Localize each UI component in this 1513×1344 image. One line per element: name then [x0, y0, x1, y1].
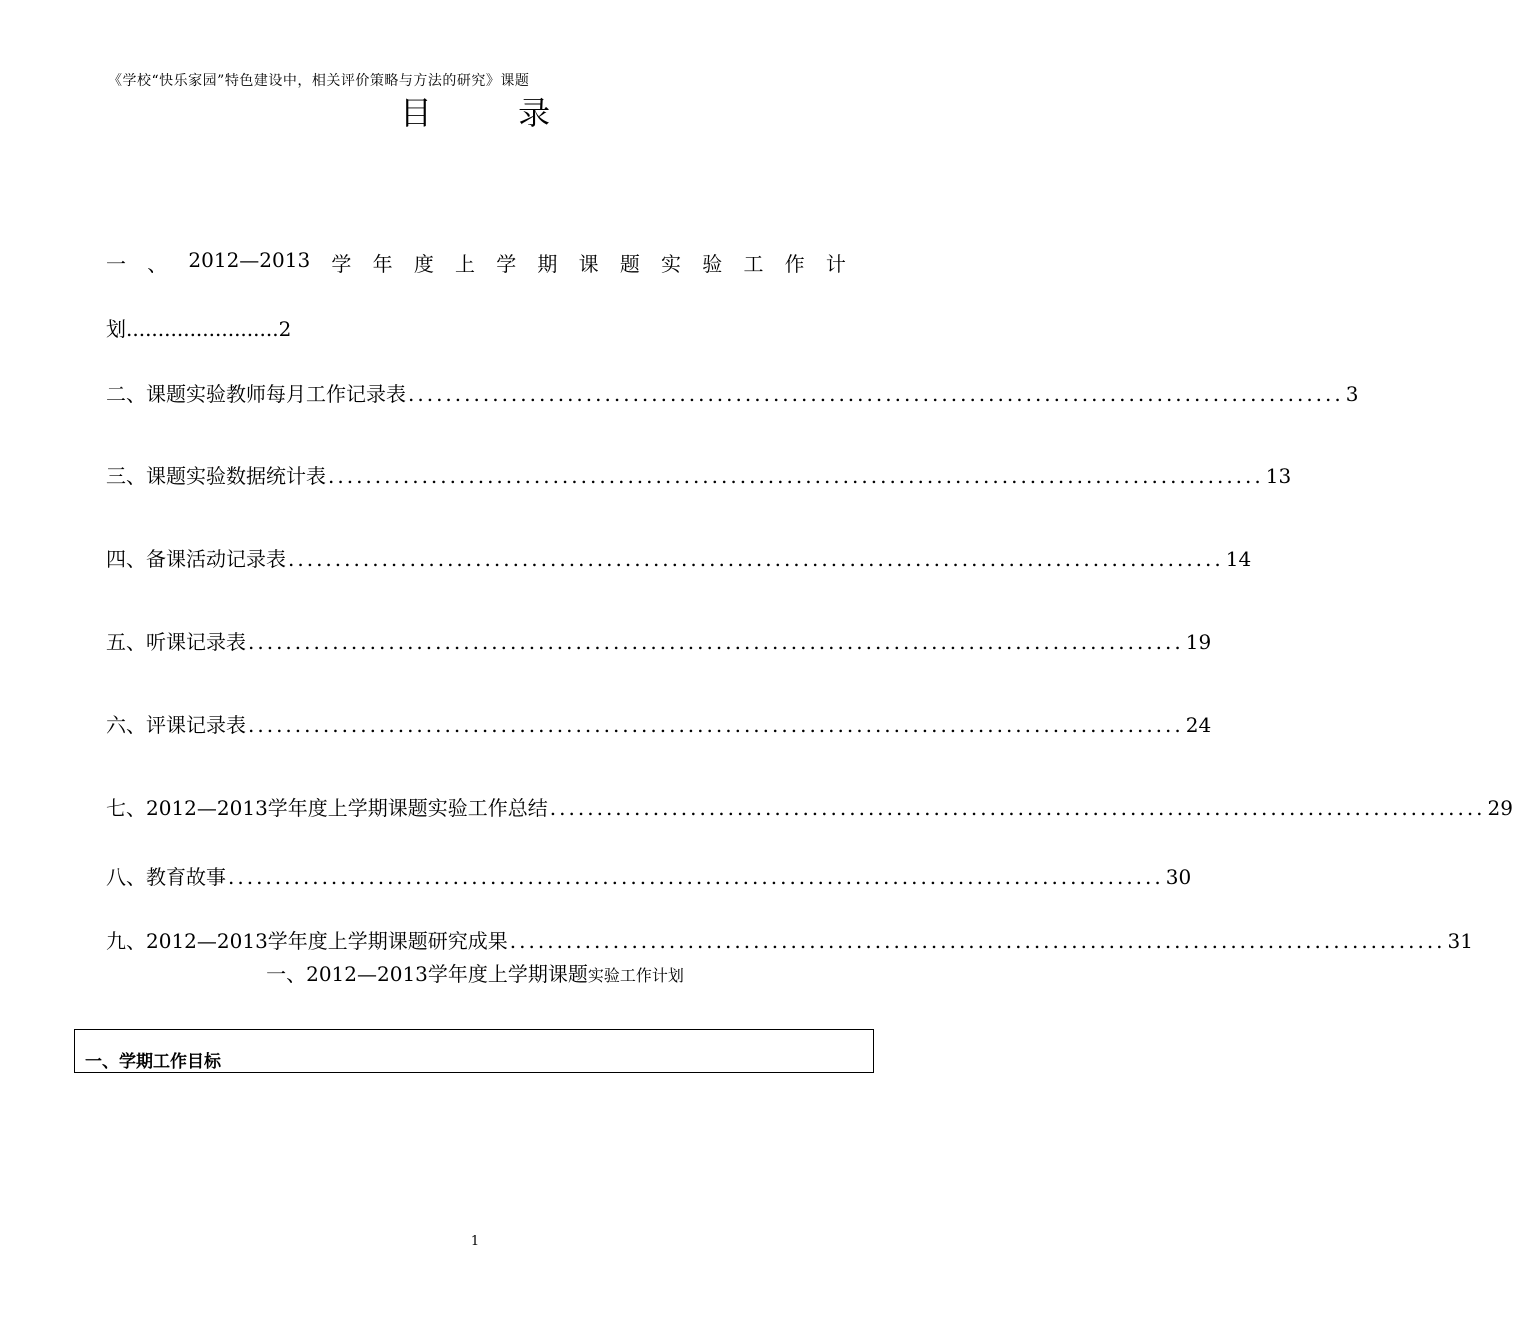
- toc-item-2[interactable]: [106, 378, 1359, 407]
- toc-item-1[interactable]: [106, 248, 846, 277]
- toc-leader-dots: ....................................................................................................: [248, 713, 1184, 737]
- toc-item-label: 五、听课记录表: [106, 630, 246, 654]
- section-title-small: 实验工作计划: [587, 966, 684, 985]
- goal-table-heading: 一、学期工作目标: [85, 1052, 221, 1072]
- toc-item-6[interactable]: [106, 709, 1212, 738]
- toc-item-1-token: 期: [537, 252, 558, 276]
- toc-item-1-token: 作: [784, 252, 805, 276]
- toc-leader-dots: ....................................................................................................: [408, 382, 1344, 406]
- toc-item-1-token: 题: [619, 252, 640, 276]
- toc-item-1-token: 2012—2013: [188, 248, 311, 272]
- toc-leader-dots: ....................................................................................................: [509, 929, 1446, 953]
- toc-item-page: 13: [1265, 464, 1292, 488]
- toc-item-3[interactable]: [106, 460, 1292, 489]
- toc-item-label: 四、备课活动记录表: [106, 547, 286, 571]
- toc-item-1-token: 验: [702, 252, 723, 276]
- toc-item-9[interactable]: [106, 925, 1473, 954]
- toc-leader-dots: ....................................................................................................: [288, 547, 1224, 571]
- toc-item-4[interactable]: [106, 543, 1252, 572]
- toc-item-5[interactable]: [106, 626, 1212, 655]
- toc-item-1-token: 学: [331, 252, 352, 276]
- toc-item-7[interactable]: [106, 792, 1513, 821]
- toc-item-label: 九、2012—2013学年度上学期课题研究成果: [106, 929, 508, 953]
- toc-item-1-token: 上: [455, 252, 476, 276]
- toc-item-page: 3: [1345, 382, 1359, 406]
- toc-item-1-token: 计: [825, 252, 846, 276]
- toc-leader-dots: ....................................................................................................: [228, 865, 1164, 889]
- toc-item-1-token: 工: [743, 252, 764, 276]
- toc-item-1-token: 实: [661, 252, 682, 276]
- toc-item-1-token: 年: [372, 252, 393, 276]
- toc-leader-dots: ....................................................................................................: [328, 464, 1264, 488]
- page-number: 1: [470, 1234, 480, 1249]
- toc-item-1-token: 课: [578, 252, 599, 276]
- section-title: [0, 958, 950, 987]
- toc-item-1-token: 一: [106, 252, 126, 276]
- toc-item-1-token: 学: [496, 252, 517, 276]
- toc-item-1-token: 、: [147, 252, 168, 276]
- goal-table: [74, 1029, 874, 1073]
- toc-leader-dots: ....................................................................................................: [248, 630, 1184, 654]
- toc-item-page: 19: [1185, 630, 1212, 654]
- toc-item-page: 29: [1487, 796, 1513, 820]
- toc-leader-dots: ....................................................................................................: [549, 796, 1486, 820]
- toc-item-label: 二、课题实验教师每月工作记录表: [106, 382, 406, 406]
- page-title: 目 录: [399, 94, 589, 132]
- document-header: 《学校“快乐家园”特色建设中，相关评价策略与方法的研究》课题: [108, 73, 530, 89]
- toc-item-page: 30: [1165, 865, 1192, 889]
- toc-item-label: 三、课题实验数据统计表: [106, 464, 326, 488]
- toc-item-1-continuation[interactable]: 划........................2: [106, 317, 292, 341]
- toc-item-8[interactable]: [106, 861, 1192, 890]
- toc-item-label: 七、2012—2013学年度上学期课题实验工作总结: [106, 796, 548, 820]
- toc-item-page: 31: [1447, 929, 1473, 953]
- toc-item-page: 14: [1225, 547, 1252, 571]
- toc-item-page: 24: [1185, 713, 1212, 737]
- section-title-main: 一、2012—2013学年度上学期课题: [266, 962, 588, 986]
- toc-item-label: 六、评课记录表: [106, 713, 246, 737]
- toc-item-1-token: 度: [413, 252, 434, 276]
- toc-item-label: 八、教育故事: [106, 865, 226, 889]
